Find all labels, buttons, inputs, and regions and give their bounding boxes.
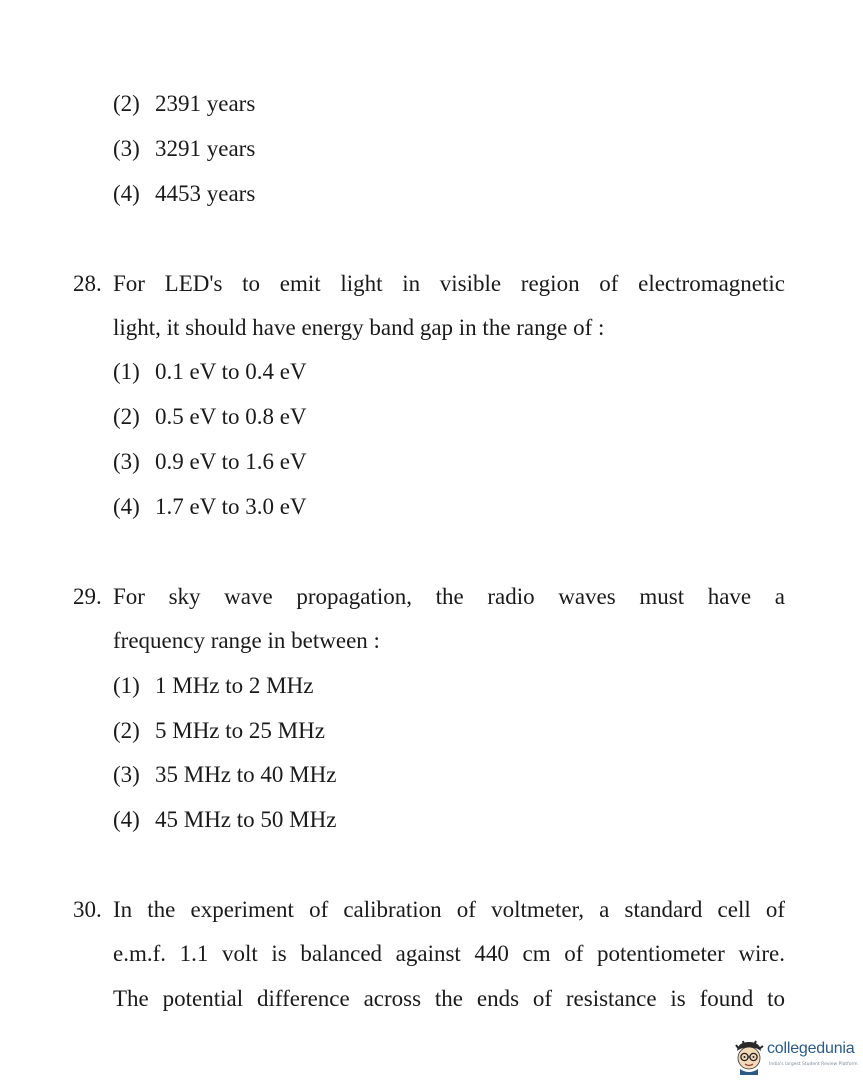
brand-name: collegedunia — [767, 1040, 855, 1057]
option-text: 2391 years — [155, 91, 256, 116]
option-number: (3) — [113, 136, 140, 161]
q28-option-2 — [113, 403, 307, 431]
option-number: (3) — [113, 762, 140, 787]
q29-option-2 — [113, 717, 325, 745]
option-text: 5 MHz to 25 MHz — [155, 718, 325, 743]
q30-number: 30. — [73, 897, 102, 922]
q29-option-1 — [113, 672, 313, 700]
option-text: 0.1 eV to 0.4 eV — [155, 359, 307, 384]
q29-stem-line-1: For sky wave propagation, the radio waves must have a — [113, 584, 785, 609]
q28-option-1 — [113, 358, 307, 386]
option-text: 3291 years — [155, 136, 256, 161]
collegedunia-watermark — [732, 1037, 860, 1079]
q27-option-4 — [113, 180, 255, 208]
option-text: 1 MHz to 2 MHz — [155, 673, 314, 698]
option-text: 0.9 eV to 1.6 eV — [155, 449, 307, 474]
option-text: 4453 years — [155, 181, 256, 206]
q30-stem-line-3: The potential difference across the ends of resistance is found to — [113, 986, 785, 1011]
q30-stem-line-2: e.m.f. 1.1 volt is balanced against 440 cm of potentiometer wire. — [113, 941, 785, 966]
q29-option-3 — [113, 761, 336, 789]
option-number: (1) — [113, 359, 140, 384]
option-number: (2) — [113, 718, 140, 743]
q28-stem-line-1: For LED's to emit light in visible region of electromagnetic — [113, 271, 785, 296]
brand-tagline: India's largest Student Review Platform — [769, 1062, 858, 1067]
option-number: (2) — [113, 91, 140, 116]
option-number: (3) — [113, 449, 140, 474]
q27-option-2 — [113, 90, 255, 118]
option-number: (4) — [113, 494, 140, 519]
q28-stem-line-2: light, it should have energy band gap in the range of : — [113, 315, 605, 340]
option-text: 1.7 eV to 3.0 eV — [155, 494, 307, 519]
q30-stem-line-1: In the experiment of calibration of voltmeter, a standard cell of — [113, 897, 785, 922]
q28-option-4 — [113, 493, 307, 521]
q29-stem-line-2: frequency range in between : — [113, 628, 380, 653]
q29-option-4 — [113, 806, 336, 834]
option-text: 35 MHz to 40 MHz — [155, 762, 337, 787]
option-number: (2) — [113, 404, 140, 429]
q29-number: 29. — [73, 584, 102, 609]
option-number: (1) — [113, 673, 140, 698]
option-text: 0.5 eV to 0.8 eV — [155, 404, 307, 429]
q28-option-3 — [113, 448, 307, 476]
student-mascot-icon — [732, 1039, 766, 1075]
option-text: 45 MHz to 50 MHz — [155, 807, 337, 832]
q27-option-3 — [113, 135, 255, 163]
option-number: (4) — [113, 181, 140, 206]
q28-number: 28. — [73, 271, 102, 296]
option-number: (4) — [113, 807, 140, 832]
